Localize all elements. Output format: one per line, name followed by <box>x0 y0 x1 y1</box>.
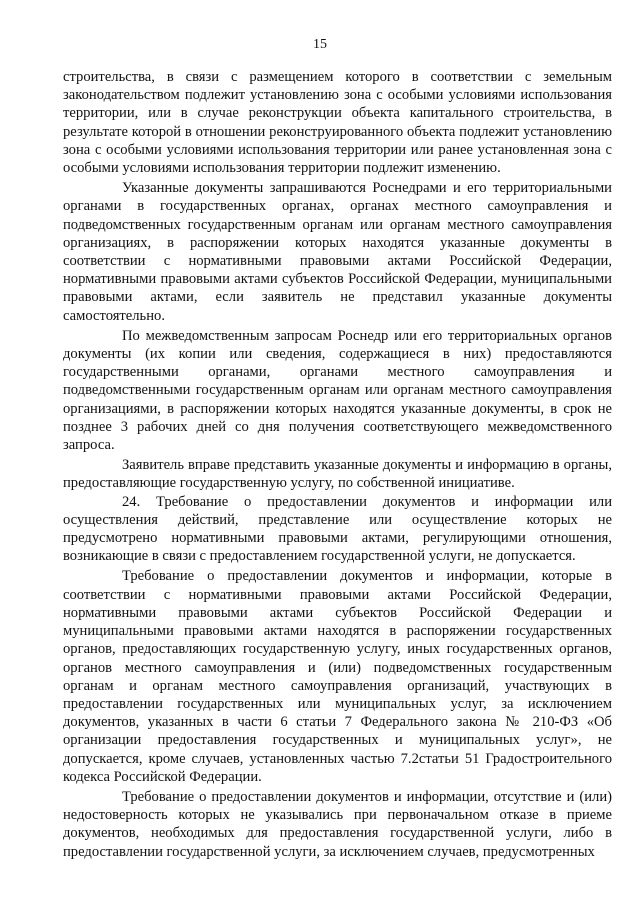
paragraph-requirement-documents: Требование о предоставлении документов и информации, которые в соответствии с нормативными правовыми актами Российской Федерации, нормативными правовыми актами субъектов Российской Федерации и муниципальными правовыми актами находятся в распоряжении государственных органов, предоставляющих государственную услугу, иных государственных органов, органов местного самоуправления и (или) подведомственных государственным органам и органам местного самоуправления организаций, участвующих в предоставлении государственных или муниципальных услуг, за исключением документов, указанных в части 6 статьи 7 Федерального закона № 210-ФЗ «Об организации предоставления государственных и муниципальных услуг», не допускается, кроме случаев, установленных частью 7.2статьи 51 Градостроительного кодекса Российской Федерации. <box>63 568 612 785</box>
paragraph-item-24: 24. Требование о предоставлении документов и информации или осуществления действий, представление или осуществление которых не предусмотрено нормативными правовыми актами, регулирующими отношения, возникающие в связи с предоставлением государственной услуги, не допускается. <box>63 493 612 565</box>
paragraph-applicant-right: Заявитель вправе представить указанные документы и информацию в органы, предоставляющие государственную услугу, по собственной инициативе. <box>63 457 612 492</box>
page-number: 15 <box>313 37 327 52</box>
paragraph-documents-requested: Указанные документы запрашиваются Роснедрами и его территориальными органами в государственных органах, органах местного самоуправления и подведомственных государственным органам или органам местного самоуправления организациях, в распоряжении которых находятся указанные документы в соответствии с нормативными правовыми актами Российской Федерации, нормативными правовыми актами субъектов Российской Федерации, муниципальными правовыми актами, если заявитель не представил указанные документы самостоятельно. <box>63 180 612 324</box>
document-body <box>63 68 612 861</box>
paragraph-continuation: строительства, в связи с размещением которого в соответствии с земельным законодательством подлежит установлению зона с особыми условиями использования территории, или в случае реконструкции объекта капитального строительства, в результате которой в отношении реконструированного объекта подлежит установлению зона с особыми условиями использования территории или ранее установленная зона с особыми условиями использования территории подлежит изменению. <box>63 69 612 177</box>
paragraph-requirement-missing-info: Требование о предоставлении документов и информации, отсутствие и (или) недостоверность которых не указывались при первоначальном отказе в приеме документов, необходимых для предоставления государственной услуги, либо в предоставлении государственной услуги, за исключением случаев, предусмотренных <box>63 788 612 860</box>
paragraph-interagency-requests: По межведомственным запросам Роснедр или его территориальных органов документы (их копии или сведения, содержащиеся в них) предоставляются государственными органами, органами местного самоуправления и подведомственными государственным органам или органам местного самоуправления организациями, в распоряжении которых находятся указанные документы, в срок не позднее 3 рабочих дней со дня получения соответствующего межведомственного запроса. <box>63 327 612 454</box>
